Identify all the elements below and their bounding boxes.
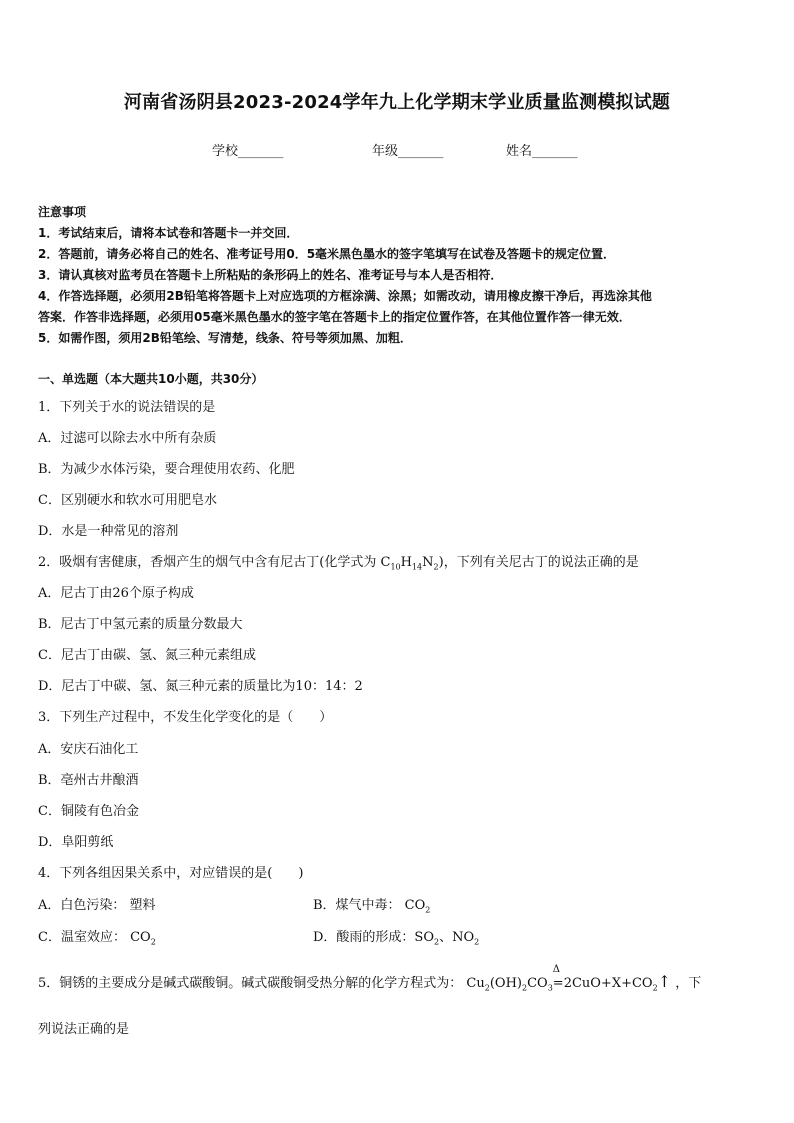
q3-option-c: C．铜陵有色冶金 [38, 804, 139, 819]
q1-option-d: D．水是一种常见的溶剂 [38, 524, 179, 539]
q4-option-b: B．煤气中毒： $CO_2$ [313, 898, 431, 915]
q2-option-d: D．尼古丁中碳、氢、氮三种元素的质量比为10：14：2 [38, 679, 363, 694]
q3-option-b: B．亳州古井酿酒 [38, 773, 139, 788]
grade-label: 年级 [372, 144, 399, 159]
q3-stem: 3．下列生产过程中，不发生化学变化的是（ ） [38, 710, 333, 725]
grade-blank: _______ [398, 144, 444, 159]
notice-item: 4．作答选择题，必须用2B铅笔将答题卡上对应选项的方框涂满、涂黑；如需改动，请用橡皮擦干净后，再选涂其他 [38, 289, 652, 303]
q4-option-d: D．酸雨的形成：$SO_2$、$NO_2$ [313, 930, 480, 947]
notice-item: 1．考试结束后，请将本试卷和答题卡一并交回． [38, 226, 299, 240]
school-label: 学校 [212, 144, 239, 159]
notice-item: 3．请认真核对监考员在答题卡上所粘贴的条形码上的姓名、准考证号与本人是否相符． [38, 268, 503, 282]
grade-field [372, 140, 444, 159]
q2-option-a: A．尼古丁由26个原子构成 [38, 586, 194, 601]
notice-item: 答案．作答非选择题，必须用05毫米黑色墨水的签字笔在答题卡上的指定位置作答，在其他位置作答一律无效． [38, 310, 631, 324]
name-blank: _______ [532, 144, 578, 159]
q1-option-a: A．过滤可以除去水中所有杂质 [38, 431, 217, 446]
heat-symbol: Δ = [552, 964, 564, 991]
q1-option-c: C．区别硬水和软水可用肥皂水 [38, 493, 217, 508]
notice-item: 2．答题前，请务必将自己的姓名、准考证号用0．5毫米黑色墨水的签字笔填写在试卷及答题卡的规定位置． [38, 247, 616, 261]
page-title: 河南省汤阴县2023-2024学年九上化学期末学业质量监测模拟试题 [123, 92, 671, 113]
section-heading: 一、单选题（本大题共10小题，共30分） [38, 372, 264, 386]
q4-stem: 4．下列各组因果关系中，对应错误的是( ) [38, 866, 304, 881]
notice-item: 5．如需作图，须用2B铅笔绘、写清楚，线条、符号等须加黑、加粗． [38, 331, 412, 345]
chemical-equation: $Cu_2(OH)_2CO_3$ Δ $=2CuO+X+CO_2↑$ [466, 964, 672, 993]
q2-stem: 2．吸烟有害健康，香烟产生的烟气中含有尼古丁(化学式为 $C_{10}H_{14}N_2$)，下列有关尼古丁的说法正确的是 [38, 555, 639, 572]
q3-option-a: A．安庆石油化工 [38, 742, 139, 757]
q4-option-a: A．白色污染： 塑料 [38, 898, 156, 913]
school-field [212, 140, 284, 159]
q3-option-d: D．阜阳剪纸 [38, 835, 114, 850]
name-label: 姓名 [506, 144, 533, 159]
q5-stem: 5．铜锈的主要成分是碱式碳酸铜。碱式碳酸铜受热分解的化学方程式为： $Cu_2(OH)_2CO_3$ Δ $=2CuO+X+CO_2↑$ ，下 [38, 964, 702, 993]
name-field [506, 140, 578, 159]
q1-option-b: B．为减少水体污染，要合理使用农药、化肥 [38, 462, 295, 477]
school-blank: _______ [238, 144, 284, 159]
q2-option-c: C．尼古丁由碳、氢、氮三种元素组成 [38, 648, 256, 663]
gas-arrow-icon: ↑ [657, 972, 672, 991]
q2-option-b: B．尼古丁中氢元素的质量分数最大 [38, 617, 243, 632]
q5-stem-continued: 列说法正确的是 [38, 1022, 130, 1037]
q4-option-c: C．温室效应： $CO_2$ [38, 930, 156, 947]
q1-stem: 1．下列关于水的说法错误的是 [38, 400, 216, 415]
notice-heading: 注意事项 [38, 205, 87, 219]
